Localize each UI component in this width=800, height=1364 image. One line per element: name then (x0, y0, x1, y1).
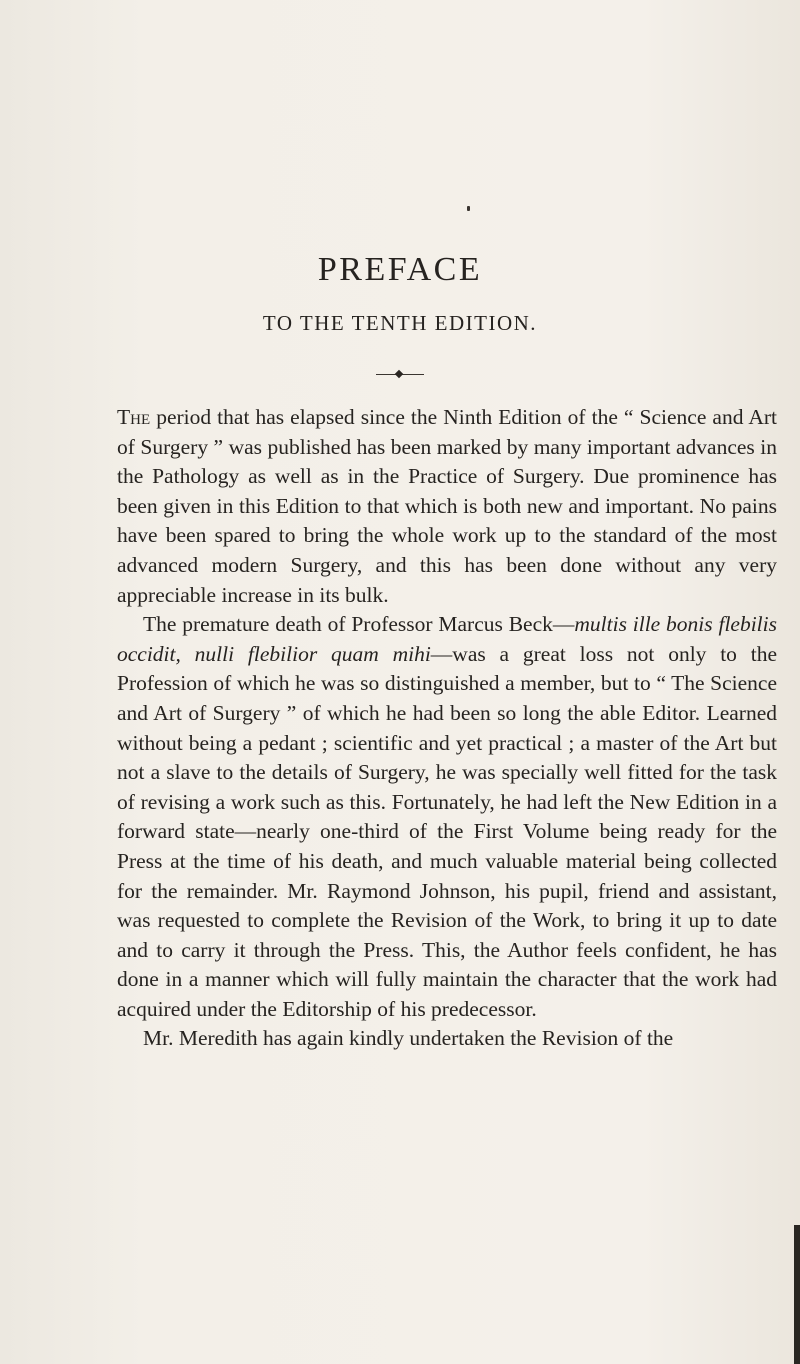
paragraph-text-after: —was a great loss not only to the Profession of which he was so distinguished a member, but to “ The Science and Art of Surgery ” of which he had been so long the able Editor. Learned without being a pedant ; scientific and yet practical ; a master of the Art but not a slave to the details of Surgery, he was specially well fitted for the task of revising a work such as this. Fortunately, he had left the New Edition in a forward state—nearly one-third of the First Volume being ready for the Press at the time of his death, and much valuable material being collected for the remainder. Mr. Raymond Johnson, his pupil, friend and assistant, was requested to complete the Revision of the Work, to bring it up to date and to carry it through the Press. This, the Author feels confident, he has done in a manner which will fully maintain the character that the work had acquired under the Editorship of his predecessor. (117, 641, 778, 1021)
paragraph-text-before: The premature death of Professor Marcus Beck— (143, 612, 575, 637)
paragraph-text: period that has elapsed since the Ninth Edition of the “ Science and Art of Surgery ” was published has been marked by many important advances in the Pathology as well as in the Practice of Surgery. Due prominence has been given in this Edition to that which is both new and important. No pains have been spared to bring the whole work up to the standard of the most advanced modern Surgery, and this has been done without any very appreciable increase in its bulk. (117, 405, 777, 607)
page-title: PREFACE (317, 251, 483, 288)
paragraph-3 (117, 1024, 777, 1054)
paragraph-1 (117, 403, 777, 610)
preface-body (117, 403, 777, 1054)
page-edge-shadow (794, 1225, 800, 1364)
paragraph-text: Mr. Meredith has again kindly undertaken the Revision of the (143, 1026, 674, 1051)
divider-diamond-icon (395, 370, 403, 378)
section-divider (376, 372, 424, 378)
paragraph-lead-word: The (117, 405, 151, 429)
paragraph-2 (117, 610, 777, 1024)
latin-quotation: multis ille bonis flebilis occidit, nulli flebilior quam mihi (117, 612, 777, 666)
printer-mark (467, 206, 470, 211)
page-subtitle: TO THE TENTH EDITION. (262, 311, 538, 335)
